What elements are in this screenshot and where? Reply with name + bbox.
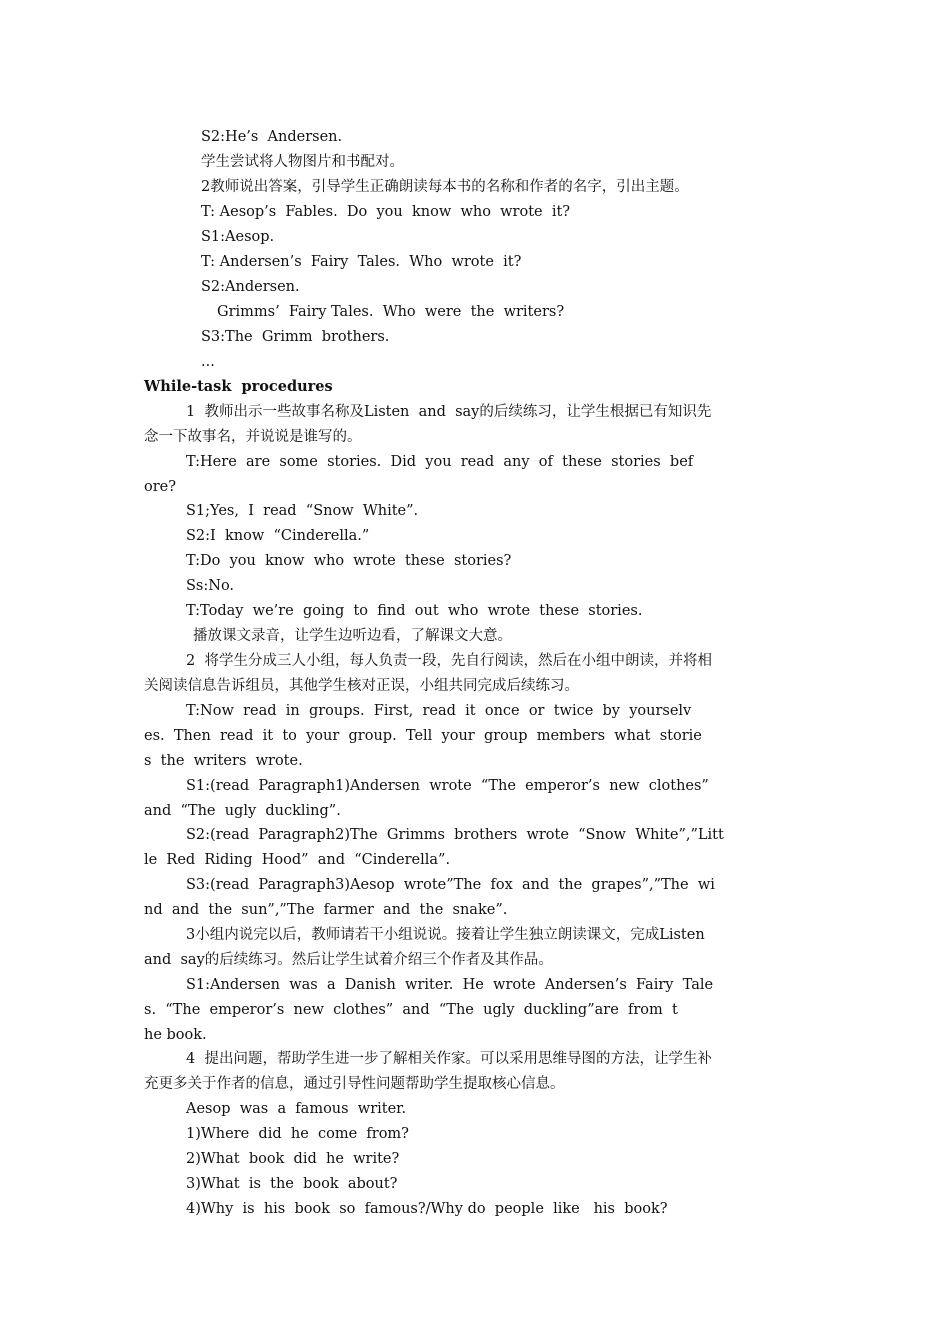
dialogue-line: Grimms’ Fairy Tales. Who were the writers?	[217, 304, 565, 320]
dialogue-line: s the writers wrote.	[144, 753, 303, 769]
dialogue-line: T:Now read in groups. First, read it once or twice by yourselv	[186, 703, 692, 719]
dialogue-line: T: Aesop’s Fables. Do you know who wrote it?	[201, 204, 571, 220]
instruction-line: 充更多关于作者的信息，通过引导性问题帮助学生提取核心信息。	[144, 1076, 565, 1092]
dialogue-line: S1:Andersen was a Danish writer. He wrote Andersen’s Fairy Tale	[186, 977, 714, 993]
question-line: Aesop was a famous writer.	[186, 1101, 407, 1117]
question-line: 2)What book did he write?	[186, 1151, 400, 1167]
dialogue-line: S2:(read Paragraph2)The Grimms brothers wrote “Snow White”,”Litt	[186, 827, 724, 843]
question-line: 1)Where did he come from?	[186, 1126, 409, 1142]
dialogue-line: S1;Yes, I read “Snow White”.	[186, 503, 419, 519]
instruction-line: 4 提出问题，帮助学生进一步了解相关作家。可以采用思维导图的方法，让学生补	[186, 1051, 712, 1067]
dialogue-line: S3:(read Paragraph3)Aesop wrote”The fox and the grapes”,”The wi	[186, 877, 715, 893]
instruction-line: and say的后续练习。然后让学生试着介绍三个作者及其作品。	[144, 952, 553, 968]
instruction-line: 关阅读信息告诉组员，其他学生核对正误，小组共同完成后续练习。	[144, 678, 579, 694]
instruction-line: 1 教师出示一些故事名称及Listen and say的后续练习，让学生根据已有知识先	[186, 404, 712, 420]
dialogue-line: S2:I know “Cinderella.”	[186, 528, 370, 544]
dialogue-line: S1:(read Paragraph1)Andersen wrote “The emperor’s new clothes”	[186, 778, 709, 794]
dialogue-line: S2:He’s Andersen.	[201, 129, 343, 145]
dialogue-line: nd and the sun”,”The farmer and the snake”.	[144, 902, 508, 918]
instruction-line: 播放课文录音，让学生边听边看，了解课文大意。	[193, 628, 512, 644]
dialogue-line: and “The ugly duckling”.	[144, 803, 341, 819]
dialogue-line: S2:Andersen.	[201, 279, 300, 295]
dialogue-line: T:Today we’re going to find out who wrote these stories.	[186, 603, 643, 619]
instruction-line: 念一下故事名，并说说是谁写的。	[144, 429, 362, 445]
dialogue-line: T:Here are some stories. Did you read any of these stories bef	[186, 454, 694, 470]
ellipsis-line: ...	[201, 354, 215, 370]
dialogue-line: le Red Riding Hood” and “Cinderella”.	[144, 852, 451, 868]
instruction-line: 2 将学生分成三人小组，每人负责一段，先自行阅读，然后在小组中朗读，并将相	[186, 653, 712, 669]
dialogue-line: Ss:No.	[186, 578, 235, 594]
dialogue-line: s. “The emperor’s new clothes” and “The ugly duckling”are from t	[144, 1002, 678, 1018]
section-heading: While-task procedures	[144, 378, 333, 395]
question-line: 3)What is the book about?	[186, 1176, 398, 1192]
dialogue-line: S3:The Grimm brothers.	[201, 329, 390, 345]
question-line: 4)Why is his book so famous?/Why do people like his book?	[186, 1201, 668, 1217]
dialogue-line: S1:Aesop.	[201, 229, 275, 245]
dialogue-line: ore?	[144, 479, 177, 495]
instruction-line: 2教师说出答案，引导学生正确朗读每本书的名称和作者的名字，引出主题。	[201, 179, 689, 195]
instruction-line: 学生尝试将人物图片和书配对。	[201, 154, 404, 170]
dialogue-line: es. Then read it to your group. Tell your group members what storie	[144, 728, 702, 744]
dialogue-line: he book.	[144, 1027, 207, 1043]
dialogue-line: T: Andersen’s Fairy Tales. Who wrote it?	[201, 254, 522, 270]
instruction-line: 3小组内说完以后，教师请若干小组说说。接着让学生独立朗读课文，完成Listen	[186, 927, 705, 943]
dialogue-line: T:Do you know who wrote these stories?	[186, 553, 512, 569]
